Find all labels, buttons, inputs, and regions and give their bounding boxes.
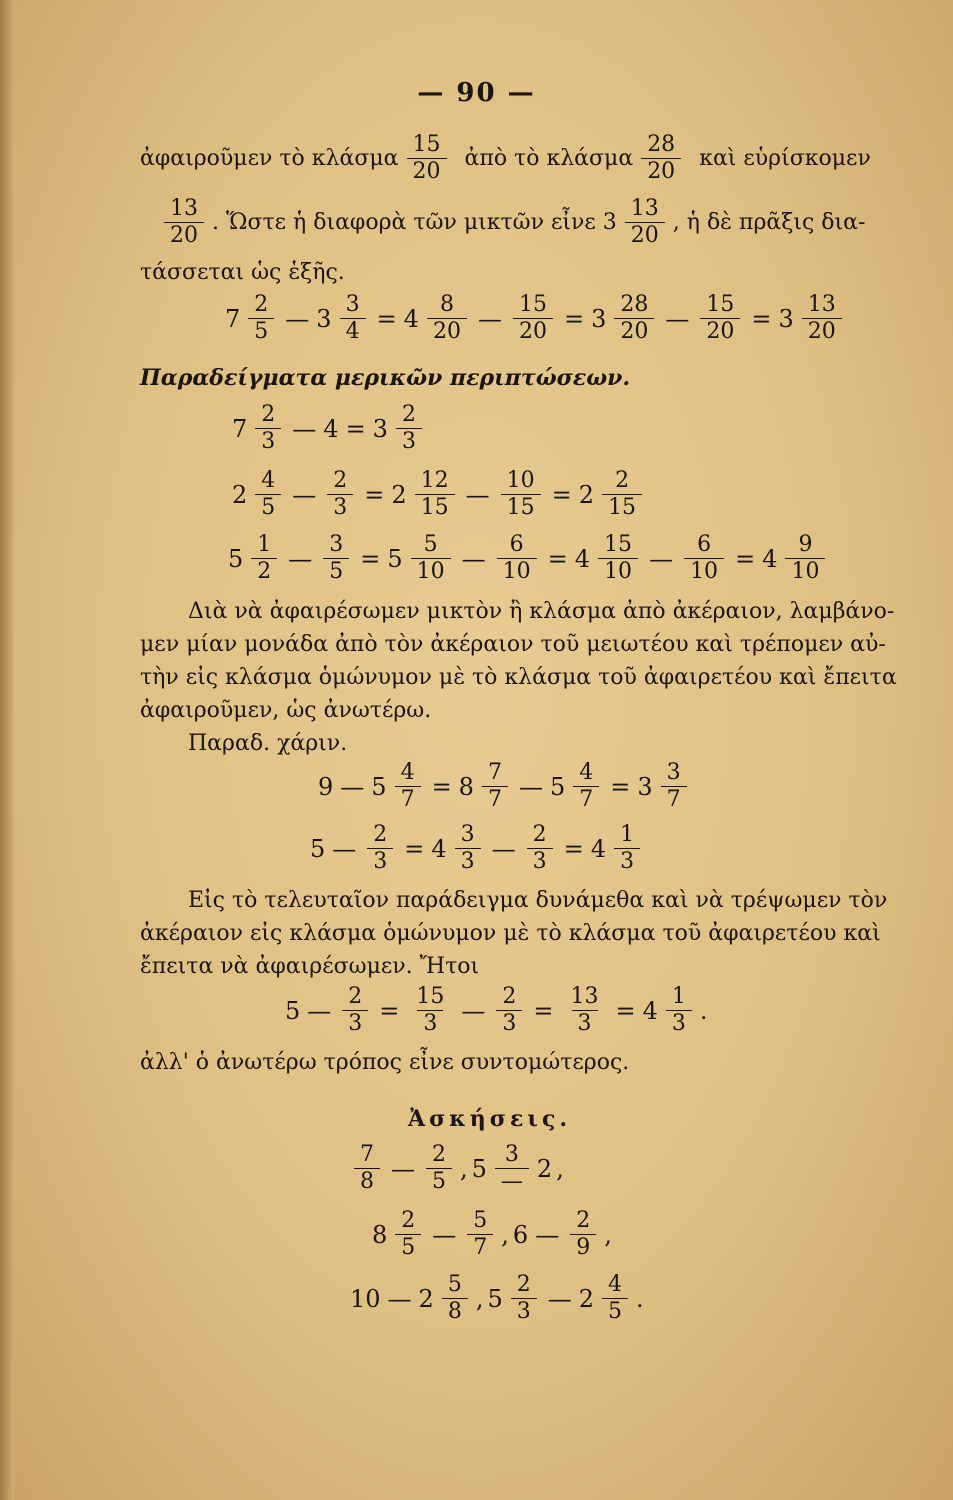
fraction — [255, 468, 281, 521]
numerator: 4 — [400, 760, 415, 785]
denominator: 8 — [354, 1168, 380, 1195]
numerator: 5 — [423, 532, 438, 557]
operator: = — [551, 480, 572, 509]
fraction — [495, 1142, 529, 1195]
operator: — — [518, 772, 543, 801]
numerator: 2 — [348, 984, 363, 1009]
operator: — — [292, 480, 317, 509]
term: 4 — [762, 544, 778, 573]
term: 4 — [574, 544, 591, 573]
fraction — [427, 292, 467, 345]
denominator: 3 — [511, 1298, 537, 1325]
term: 9 — [318, 772, 334, 801]
denominator: 20 — [513, 318, 553, 345]
paragraph-line: μεν μίαν μονάδα ἀπὸ τὸν ἀκέραιον τοῦ μειωτέου καὶ τρέπομεν αὐ- — [140, 632, 886, 657]
operator: = — [751, 304, 772, 333]
exercise-row-1 — [350, 1142, 568, 1195]
numerator: 5 — [447, 1272, 462, 1297]
denominator: 7 — [661, 786, 687, 813]
term: 3 — [316, 304, 332, 333]
term: 4 — [431, 834, 447, 863]
equation-1 — [225, 292, 846, 345]
fraction — [255, 402, 281, 455]
numerator: 3 — [666, 760, 681, 785]
term: 3 — [637, 772, 653, 801]
numerator: 2 — [254, 292, 269, 317]
denominator: 20 — [641, 158, 681, 185]
term: 4 — [403, 304, 419, 333]
operator: = — [431, 772, 452, 801]
numerator: 2 — [432, 1142, 446, 1167]
term: 2 — [578, 480, 595, 509]
term: , — [604, 1220, 612, 1249]
numerator: 15 — [416, 984, 445, 1009]
paragraph-line: τὴν εἰς κλάσμα ὁμώνυμον μὲ τὸ κλάσμα τοῦ ἀφαιρετέου καὶ ἔπειτα — [140, 665, 897, 690]
denominator: 3 — [396, 428, 422, 455]
denominator: 7 — [467, 1234, 493, 1261]
fraction — [602, 1272, 628, 1325]
term: 6 — [512, 1220, 529, 1249]
exercises-heading: Ἀσκήσεις. — [408, 1106, 572, 1132]
denominator: 3 — [572, 1010, 598, 1037]
fraction — [614, 822, 640, 875]
operator: — — [461, 544, 486, 573]
term: 8 — [458, 772, 474, 801]
operator: = — [563, 304, 585, 333]
denominator: 20 — [700, 318, 740, 345]
fraction — [573, 760, 599, 813]
numerator: 8 — [439, 292, 454, 317]
numerator: 6 — [697, 532, 712, 557]
section-heading: Παραδείγματα μερικῶν περιπτώσεων. — [140, 365, 631, 391]
term: 5 — [549, 772, 566, 801]
denominator: 5 — [395, 1234, 421, 1261]
denominator: 3 — [255, 428, 281, 455]
denominator: 3 — [417, 1010, 443, 1037]
fraction — [251, 532, 277, 585]
term: 5 — [487, 1284, 503, 1313]
operator: = — [376, 304, 397, 333]
denominator: 5 — [323, 558, 349, 585]
denominator: 20 — [407, 158, 447, 185]
denominator: 3 — [527, 848, 553, 875]
equation-7 — [285, 984, 708, 1037]
denominator: 15 — [415, 494, 455, 521]
denominator: 5 — [426, 1168, 452, 1195]
denominator: 15 — [501, 494, 541, 521]
fraction — [323, 532, 349, 585]
numerator: 15 — [706, 292, 735, 317]
term: , — [556, 1154, 564, 1183]
denominator: 20 — [614, 318, 654, 345]
term: 7 — [225, 304, 241, 333]
numerator: 2 — [333, 468, 348, 493]
term: 5 — [387, 544, 403, 573]
paragraph-line: Παραδ. χάριν. — [188, 731, 348, 756]
exercise-row-3 — [350, 1272, 644, 1325]
operator: — — [535, 1220, 560, 1249]
denominator: 10 — [497, 558, 537, 585]
fraction — [684, 532, 724, 585]
fraction — [511, 1272, 537, 1325]
term: . — [699, 996, 708, 1025]
numerator: 15 — [518, 292, 547, 317]
fraction — [501, 468, 541, 521]
operator: — — [461, 996, 486, 1025]
numerator: 13 — [170, 196, 198, 221]
numerator: 15 — [604, 532, 633, 557]
operator: — — [465, 480, 490, 509]
term: 2 — [578, 1284, 595, 1313]
term: 2 — [418, 1284, 434, 1313]
numerator: 3 — [345, 292, 360, 317]
fraction — [396, 402, 422, 455]
operator: = — [610, 772, 631, 801]
operator: = — [533, 996, 554, 1025]
fraction — [785, 532, 825, 585]
denominator: 15 — [602, 494, 642, 521]
numerator: 2 — [615, 468, 630, 493]
fraction — [342, 984, 368, 1037]
fraction — [327, 468, 353, 521]
exercise-row-2 — [372, 1208, 612, 1261]
fraction — [407, 132, 447, 185]
fraction — [570, 1208, 596, 1261]
numerator: 7 — [360, 1142, 374, 1167]
numerator: 1 — [257, 532, 272, 557]
denominator: 3 — [367, 848, 393, 875]
paragraph-line: Διὰ νὰ ἀφαιρέσωμεν μικτὸν ἢ κλάσμα ἀπὸ ἀκέραιον, λαμβάνο- — [188, 599, 895, 624]
term: 2 — [391, 480, 407, 509]
denominator: 5 — [248, 318, 274, 345]
denominator: 7 — [482, 786, 508, 813]
operator: — — [547, 1284, 572, 1313]
text-line-3: τάσσεται ὡς ἑξῆς. — [140, 260, 345, 285]
term: 7 — [232, 414, 248, 443]
denominator: 7 — [573, 786, 599, 813]
denominator: 3 — [455, 848, 481, 875]
fraction — [614, 292, 654, 345]
term: 5 — [285, 996, 301, 1025]
operator: — — [292, 414, 317, 443]
fraction — [410, 984, 450, 1037]
operator: = — [360, 544, 381, 573]
fraction — [248, 292, 274, 345]
text: ἀφαιροῦμεν τὸ κλάσμα — [140, 146, 399, 171]
numerator: 4 — [261, 468, 276, 493]
fraction — [602, 468, 642, 521]
denominator: 20 — [164, 222, 204, 249]
term: . — [636, 1284, 644, 1313]
term: 5 — [371, 772, 387, 801]
numerator: 12 — [420, 468, 449, 493]
equation-6 — [310, 822, 644, 875]
numerator: 13 — [630, 196, 659, 221]
fraction — [442, 1272, 468, 1325]
term: 2 — [232, 480, 248, 509]
denominator: 5 — [255, 494, 281, 521]
fraction — [641, 132, 681, 185]
fraction — [415, 468, 455, 521]
denominator: 7 — [395, 786, 421, 813]
operator: = — [364, 480, 385, 509]
term: 5 — [471, 1154, 487, 1183]
denominator: — — [495, 1168, 529, 1195]
page-number: — 90 — — [417, 78, 536, 108]
equation-2 — [232, 402, 426, 455]
text-line-1 — [140, 132, 871, 185]
operator: — — [665, 304, 690, 333]
fraction — [527, 822, 553, 875]
numerator: 2 — [516, 1272, 531, 1297]
operator: — — [340, 772, 365, 801]
numerator: 28 — [647, 132, 676, 157]
operator: — — [307, 996, 332, 1025]
numerator: 4 — [579, 760, 594, 785]
term: , — [501, 1220, 509, 1249]
denominator: 20 — [427, 318, 467, 345]
operator: — — [285, 304, 310, 333]
fraction — [666, 984, 692, 1037]
denominator: 3 — [666, 1010, 692, 1037]
numerator: 28 — [620, 292, 649, 317]
equation-5 — [318, 760, 691, 813]
fraction — [411, 532, 451, 585]
denominator: 9 — [570, 1234, 596, 1261]
denominator: 10 — [598, 558, 638, 585]
denominator: 10 — [684, 558, 724, 585]
operator: = — [547, 544, 568, 573]
fraction — [455, 822, 481, 875]
fraction — [598, 532, 638, 585]
paragraph-line: ἔπειτα νὰ ἀφαιρέσωμεν. Ἤτοι — [140, 954, 480, 979]
numerator: 3 — [329, 532, 344, 557]
numerator: 6 — [509, 532, 524, 557]
numerator: 2 — [532, 822, 547, 847]
operator: — — [477, 304, 502, 333]
term: 5 — [228, 544, 244, 573]
page-edge-shadow — [0, 0, 14, 1500]
numerator: 13 — [807, 292, 836, 317]
numerator: 13 — [570, 984, 599, 1009]
denominator: 3 — [496, 1010, 522, 1037]
term: 5 — [310, 834, 326, 863]
denominator: 10 — [411, 558, 451, 585]
fraction — [467, 1208, 493, 1261]
numerator: 2 — [261, 402, 276, 427]
numerator: 3 — [504, 1142, 519, 1167]
paragraph-line: ἀφαιροῦμεν, ὡς ἀνωτέρω. — [140, 698, 432, 723]
denominator: 5 — [602, 1298, 628, 1325]
fraction — [340, 292, 366, 345]
denominator: 20 — [625, 222, 665, 249]
fraction — [482, 760, 508, 813]
fraction — [426, 1142, 452, 1195]
fraction — [395, 760, 421, 813]
text: ἀπὸ τὸ κλάσμα — [464, 146, 634, 171]
equation-3 — [232, 468, 646, 521]
operator: = — [735, 544, 756, 573]
numerator: 3 — [460, 822, 475, 847]
term: 10 — [350, 1284, 381, 1313]
numerator: 15 — [412, 132, 441, 157]
operator: = — [615, 996, 636, 1025]
denominator: 10 — [785, 558, 825, 585]
fraction — [395, 1208, 421, 1261]
fraction — [700, 292, 740, 345]
fraction — [164, 196, 204, 249]
term: 3 — [372, 414, 388, 443]
operator: — — [391, 1154, 415, 1183]
denominator: 3 — [342, 1010, 368, 1037]
term: 3 — [778, 304, 794, 333]
text-line-2 — [160, 196, 865, 249]
text: . Ὥστε ἡ διαφορὰ τῶν μικτῶν εἶνε 3 — [212, 210, 617, 235]
term: 4 — [590, 834, 607, 863]
numerator: 2 — [576, 1208, 591, 1233]
denominator: 4 — [340, 318, 366, 345]
operator: — — [432, 1220, 457, 1249]
denominator: 8 — [442, 1298, 468, 1325]
fraction — [661, 760, 687, 813]
equation-4 — [228, 532, 829, 585]
fraction — [496, 984, 522, 1037]
fraction — [354, 1142, 380, 1195]
term: 2 — [536, 1154, 553, 1183]
paragraph-line: ἀκέραιον εἰς κλάσμα ὁμώνυμον μὲ τὸ κλάσμα τοῦ ἀφαιρετέου καὶ — [140, 921, 881, 946]
numerator: 2 — [502, 984, 517, 1009]
numerator: 7 — [487, 760, 502, 785]
fraction — [625, 196, 665, 249]
numerator: 2 — [373, 822, 388, 847]
operator: — — [332, 834, 357, 863]
term: 8 — [372, 1220, 388, 1249]
text: , ἡ δὲ πρᾶξις δια- — [672, 210, 866, 235]
fraction — [565, 984, 605, 1037]
denominator: 3 — [614, 848, 640, 875]
fraction — [497, 532, 537, 585]
term: , — [460, 1154, 468, 1183]
operator: = — [345, 414, 366, 443]
fraction — [802, 292, 842, 345]
denominator: 20 — [802, 318, 842, 345]
numerator: 4 — [608, 1272, 623, 1297]
operator: = — [404, 834, 425, 863]
term: 3 — [591, 304, 607, 333]
numerator: 2 — [401, 1208, 416, 1233]
operator: — — [491, 834, 516, 863]
paragraph-line: Εἰς τὸ τελευταῖον παράδειγμα δυνάμεθα καὶ νὰ τρέψωμεν τὸν — [188, 888, 888, 913]
denominator: 3 — [327, 494, 353, 521]
denominator: 2 — [251, 558, 277, 585]
fraction — [513, 292, 553, 345]
fraction — [367, 822, 393, 875]
numerator: 5 — [473, 1208, 488, 1233]
numerator: 2 — [401, 402, 416, 427]
operator: — — [288, 544, 313, 573]
paragraph-line: ἀλλ' ὁ ἀνωτέρω τρόπος εἶνε συντομώτερος. — [140, 1050, 630, 1075]
term: 4 — [642, 996, 658, 1025]
operator: — — [387, 1284, 412, 1313]
numerator: 1 — [671, 984, 686, 1009]
operator: — — [649, 544, 674, 573]
numerator: 1 — [620, 822, 635, 847]
operator: = — [379, 996, 400, 1025]
term: , — [475, 1284, 484, 1313]
term: 4 — [323, 414, 339, 443]
numerator: 9 — [798, 532, 813, 557]
operator: = — [563, 834, 584, 863]
text: καὶ εὑρίσκομεν — [699, 146, 871, 171]
numerator: 10 — [506, 468, 535, 493]
